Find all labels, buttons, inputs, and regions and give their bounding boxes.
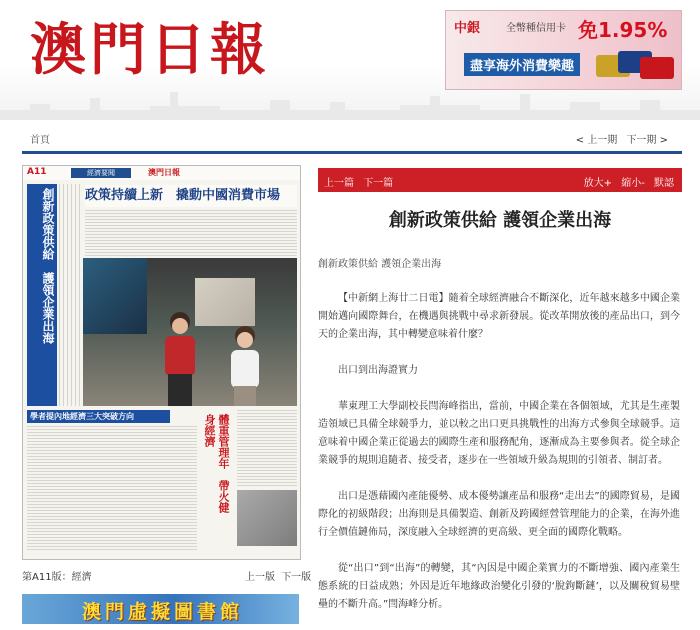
ad-discount: 免1.95% <box>578 18 668 42</box>
site-header <box>0 0 700 120</box>
virtual-library-banner[interactable] <box>22 594 299 624</box>
zoom-in-button[interactable]: 放大+ <box>583 178 613 189</box>
person-figure <box>153 308 207 406</box>
small-photo[interactable] <box>237 490 297 546</box>
prev-article-link[interactable]: 上一篇 <box>324 178 354 189</box>
prev-issue-link[interactable]: < 上一期 <box>575 135 618 146</box>
next-issue-link[interactable]: 下一期 > <box>626 135 668 146</box>
page-logo: 澳門日報 <box>148 168 180 177</box>
article-pager <box>324 174 399 189</box>
nav-divider <box>22 151 682 154</box>
display-screen <box>83 258 147 334</box>
article-section-heading: 出口到出海證實力 <box>338 365 418 376</box>
article-paragraph: 出口是憑藉國內產能優勢、成本優勢讓產品和服務“走出去”的國際貿易，是國際化的初級階段；出海則是具備製造、創新及跨國經營管理能力的企業，在海外進行全價值鏈佈局，深度融入全球經濟的更高級、更全面的國際化戰略。 <box>318 491 680 538</box>
default-size-button[interactable]: 默認 <box>654 178 674 189</box>
person-figure <box>221 322 269 406</box>
article-toolbar <box>318 168 682 192</box>
side-story-text <box>237 410 297 488</box>
issue-pager <box>570 131 668 146</box>
newspaper-page-image[interactable] <box>22 165 301 560</box>
sub-headline[interactable]: 學者提內地經濟三大突破方向 <box>27 410 170 423</box>
ad-subtitle: 盡享海外消費樂趣 <box>464 53 580 76</box>
credit-card-icons <box>596 47 676 83</box>
page-masthead <box>23 166 300 180</box>
font-size-tools <box>578 174 674 189</box>
ad-brand: 中銀 <box>454 21 481 36</box>
page-pager <box>242 568 311 583</box>
article-subtitle: 創新政策供給 護領企業出海 <box>318 259 442 270</box>
page-photo[interactable] <box>83 258 297 406</box>
prev-page-link[interactable]: 上一版 <box>245 572 275 583</box>
column-headline: 創新政策供給 護領企業出海 <box>41 188 55 344</box>
vertical-headline: 體重管理年 帶火健身經濟 <box>203 414 230 513</box>
issue-nav <box>22 126 682 152</box>
section-tag: 經濟要聞 <box>71 168 131 178</box>
page-headline-text: 政策持續上新 撬動中國消費市場 <box>85 188 281 203</box>
next-page-link[interactable]: 下一版 <box>281 572 312 583</box>
article-title: 創新政策供給 護領企業出海 <box>388 210 612 231</box>
sub-story-text <box>27 426 197 552</box>
article-paragraph: 【中新網上海廿二日電】隨着全球經濟融合不斷深化，近年越來越多中國企業開始邁向國際舞台，在機遇與挑戰中尋求新發展。從改革開放後的產品出口，到今天的企業出海，其中轉變意味着什麼？ <box>318 293 680 340</box>
vertical-headline-box[interactable] <box>201 410 235 514</box>
zoom-out-button[interactable]: 縮小- <box>621 178 645 189</box>
home-link[interactable]: 首頁 <box>30 135 50 146</box>
headline-story-text <box>85 210 297 256</box>
ad-text: 全幣種信用卡 <box>506 23 566 34</box>
library-banner-text: 澳門虛擬圖書館 <box>82 601 244 623</box>
credit-card-ad-banner[interactable] <box>445 10 682 90</box>
next-article-link[interactable]: 下一篇 <box>363 178 394 189</box>
page-headline[interactable] <box>85 185 297 207</box>
credit-card-icon <box>640 57 674 79</box>
article-paragraph: 華東理工大學副校長閆海峰指出，當前，中國企業在各個領域，尤其是生產製造領域已具備全球競爭力，並以較之出口更具挑戰性的出海方式參與全球競爭。這意味着中國企業正從過去的國際生產和服務配角，逐漸成為主要參與者。從全球企業競爭的規則追隨者、接受者，逐步在一些領域升級為規則的引領者、制訂者。 <box>318 401 680 466</box>
page-number: A11 <box>27 167 47 177</box>
page-label: 第A11版：經濟 <box>22 572 92 583</box>
article-paragraph: 從“出口”到“出海”的轉變，其“內因是中國企業實力的不斷增強、國內產業生態系統的日益成熟；外因是近年地緣政治變化引發的‘脫鉤斷鏈’，以及關稅貿易壁壘的不斷升高。”閆海峰分析。 <box>318 563 680 610</box>
column-text-lines <box>59 184 81 406</box>
site-logo[interactable]: 澳門日報 <box>30 17 270 83</box>
